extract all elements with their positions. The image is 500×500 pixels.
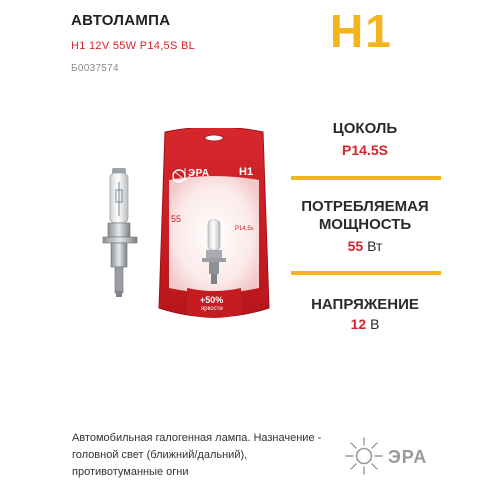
package-brand: ЭРА <box>188 168 210 179</box>
spec-power-label <box>300 198 430 234</box>
spec-base-label-line: ЦОКОЛЬ <box>332 120 398 137</box>
spec-voltage-label-line: НАПРЯЖЕНИЕ <box>311 296 419 313</box>
product-code: Б0037574 <box>71 63 119 74</box>
blister-package-image <box>155 128 273 324</box>
package-power: 55 <box>171 214 182 224</box>
lamp-type-badge: H1 <box>330 5 393 57</box>
product-subtitle: H1 12V 55W P14,5S BL <box>71 40 196 52</box>
package-boost-sub: яркости <box>201 306 223 312</box>
era-logo-text: ЭРА <box>388 447 428 467</box>
spec-power-unit: Вт <box>367 238 383 254</box>
era-sun-logo-icon <box>344 436 384 476</box>
spec-base-value <box>300 142 430 158</box>
product-title: АВТОЛАМПА <box>71 12 171 29</box>
spec-voltage-label <box>300 296 430 314</box>
package-boost: +50% <box>200 295 224 305</box>
spec-voltage-value-number: 12 <box>350 316 367 332</box>
package-type: H1 <box>239 166 254 178</box>
spec-voltage-unit: В <box>370 316 380 332</box>
spec-power-label-line-2: МОЩНОСТЬ <box>318 216 412 233</box>
spec-base-label <box>300 120 430 138</box>
spec-base-value-number: P14.5S <box>342 142 388 158</box>
spec-divider <box>291 176 441 180</box>
spec-voltage-value <box>300 316 430 332</box>
product-description: Автомобильная галогенная лампа. Назначение - головной свет (ближний/дальний), противотуманные огни <box>72 432 322 478</box>
spec-power-label-line-1: ПОТРЕБЛЯЕМАЯ <box>301 198 429 215</box>
spec-divider <box>291 271 441 275</box>
spec-power-value-number: 55 <box>347 238 364 254</box>
spec-power-value <box>300 238 430 254</box>
halogen-bulb-image <box>95 168 145 298</box>
package-base-label: P14,5s <box>235 226 254 232</box>
